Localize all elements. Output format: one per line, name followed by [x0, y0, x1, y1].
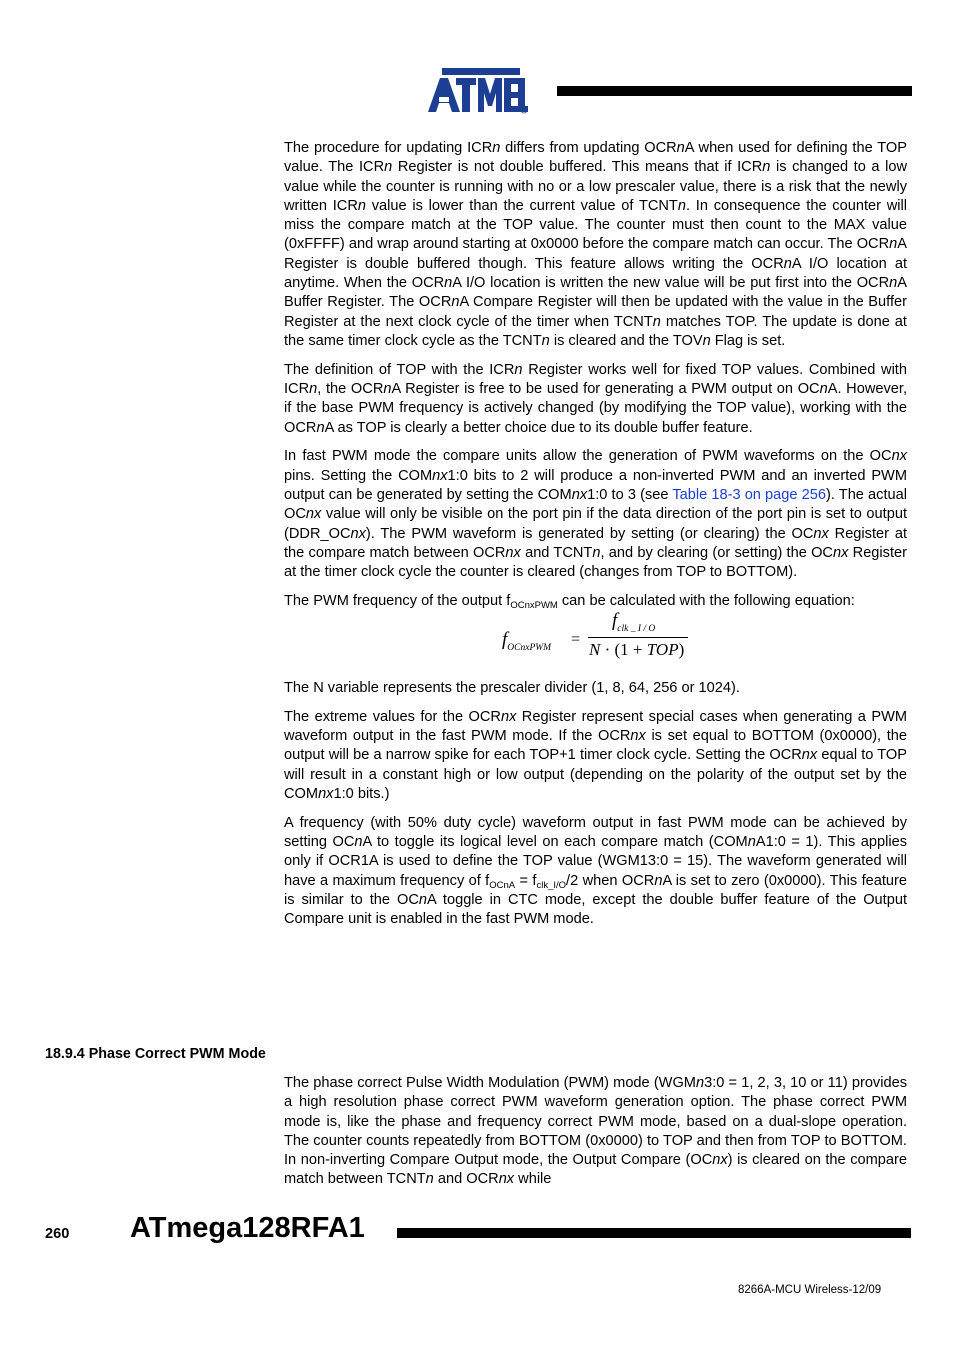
italic-text: n: [357, 197, 366, 214]
italic-text: n: [762, 159, 771, 176]
text-run: A when used for defining the TOP value. The ICR: [284, 140, 907, 176]
paragraph-group-1: [284, 139, 907, 611]
italic-text: nx: [891, 448, 907, 465]
italic-text: n: [783, 255, 792, 272]
footer-rule: [397, 1228, 911, 1238]
body-text: [284, 139, 907, 939]
italic-text: nx: [432, 467, 448, 484]
italic-text: n: [695, 1075, 705, 1091]
text-run: pins. Setting the COM: [284, 467, 433, 484]
text-run: and TCNT: [520, 544, 593, 561]
paragraph-group-2: [284, 679, 907, 930]
text-run: . In consequence the counter will miss the compare match at the TOP value. The counter must then count to the MAX value (0xFFFF) and wrap around starting at 0x0000 before the compare match can occur. The OCR: [284, 197, 908, 253]
italic-text: n: [702, 332, 711, 349]
italic-text: nx: [500, 708, 517, 725]
italic-text: nx: [801, 747, 818, 764]
paragraph: [284, 1074, 907, 1190]
italic-text: nx: [571, 487, 588, 504]
text-run: can be calculated with the following equation:: [557, 593, 855, 610]
italic-text: n: [316, 419, 325, 436]
text-run: A is set to zero (0x0000). This feature is similar to the OC: [284, 872, 908, 908]
paragraph: [284, 139, 907, 351]
italic-text: nx: [305, 506, 322, 523]
document-title: ATmega128RFA1: [130, 1212, 365, 1244]
text-run: The phase correct Pulse Width Modulation (PWM) mode (WGM: [284, 1075, 696, 1091]
italic-text: n: [541, 332, 550, 349]
italic-text: n: [819, 381, 828, 398]
italic-text: n: [451, 294, 460, 311]
italic-text: n: [747, 833, 756, 850]
text-run: A frequency (with 50% duty cycle) waveform output in fast PWM mode can be achieved by setting OC: [284, 814, 907, 850]
text-run: Register is not double buffered. This means that if ICR: [392, 159, 763, 176]
paragraph: [284, 361, 907, 438]
paragraph: [284, 447, 907, 582]
italic-text: nx: [832, 544, 849, 561]
paragraph: [284, 592, 907, 611]
subscript-text: clk_I/O: [536, 879, 567, 891]
text-run: A Buffer Register. The OCR: [284, 275, 907, 311]
italic-text: n: [425, 1171, 434, 1188]
page-number: 260: [45, 1226, 70, 1242]
italic-text: n: [492, 140, 501, 156]
text-run: 3:0 = 1, 2, 3, 10 or 11) provides a high resolution phase correct PWM waveform generation option. The phase correct PWM mode is, like the phase and frequency correct PWM mode, based on a dual-slope operation. The counter counts repeatedly from BOTTOM (0x0000) to TOP and then from TOP to BOTTOM. In non-inverting Compare Output mode, the Output Compare (OC: [284, 1075, 908, 1169]
paragraph-group-3: [284, 1074, 907, 1190]
text-run: , the OCR: [317, 381, 384, 398]
text-run: A Register is free to be used for generating a PWM output on OC: [391, 381, 820, 398]
paragraph: [284, 679, 907, 698]
italic-text: nx: [505, 544, 521, 561]
italic-text: n: [383, 381, 392, 398]
text-run: A Compare Register will then be updated with the value in the Buffer Register at the next clock cycle of the timer when TCNT: [284, 294, 907, 330]
text-run: A I/O location is written the new value will be put first into the OCR: [452, 275, 890, 292]
text-run: ) is cleared on the compare match between TCNT: [284, 1152, 907, 1188]
text-run: A Register is double buffered though. This feature allows writing the OCR: [284, 236, 907, 272]
text-run: ). The actual OC: [284, 487, 907, 523]
italic-text: n: [418, 891, 428, 908]
atmel-logo: [426, 66, 530, 116]
text-run: 1:0 bits to 2 will produce a non-inverted PWM and an inverted PWM output can be generated by setting the COM: [284, 467, 907, 504]
text-run: The N variable represents the prescaler divider (1, 8, 64, 256 or 1024).: [284, 679, 740, 696]
subscript-text: OCnA: [489, 879, 516, 891]
equation-denominator: N · (1 + TOP): [589, 639, 685, 659]
pwm-frequency-equation: [284, 609, 907, 667]
text-run: ). The PWM waveform is generated by setting (or clearing) the OC: [365, 525, 814, 542]
text-run: is cleared and the TOV: [549, 332, 703, 349]
italic-text: n: [889, 236, 898, 253]
text-run: A as TOP is clearly a better choice due to its double buffer feature.: [324, 419, 753, 436]
italic-text: n: [889, 275, 898, 292]
text-run: and OCR: [433, 1171, 499, 1188]
text-run: = f: [515, 872, 537, 889]
text-run: A. However, if the base PWM frequency is actively changed (by modifying the TOP value), working with the OCR: [284, 381, 908, 436]
text-run: 1:0 bits.): [333, 785, 390, 802]
text-run: value is lower than the current value of TCNT: [366, 197, 678, 214]
header-rule: [557, 86, 912, 96]
text-run: Register represent special cases when generating a PWM waveform output in the fast PWM mode. If the OCR: [284, 708, 907, 744]
italic-text: n: [514, 361, 523, 378]
text-run: In fast PWM mode the compare units allow the generation of PWM waveforms on the OC: [284, 448, 892, 465]
text-run: The definition of TOP with the ICR: [284, 361, 515, 378]
equation-lhs: $f_{OCnxPWM}$: [502, 628, 552, 653]
text-run: , and by clearing (or setting) the OC: [600, 544, 833, 561]
text-run: A1:0 = 1). This applies only if OCR1A is used to define the TOP value (WGM13:0 = 15). The waveform generated will have a maximum frequency of f: [284, 833, 907, 889]
equation-numerator: $f_{clk \_ I / O}$: [612, 609, 656, 634]
text-run: Flag is set.: [710, 332, 786, 349]
text-run: value will only be visible on the port pin if the data direction of the port pin is set to output (DDR_OC: [284, 506, 907, 542]
text-run: Register at the timer clock cycle the counter is cleared (changes from TOP to BOTTOM).: [284, 544, 907, 581]
italic-text: n: [354, 833, 363, 850]
italic-text: nx: [498, 1171, 515, 1188]
italic-text: nx: [350, 525, 366, 542]
text-run: /2 when OCR: [566, 872, 655, 889]
section-body-text: [284, 1074, 907, 1199]
text-run: The PWM frequency of the output f: [284, 593, 511, 610]
italic-text: n: [309, 381, 318, 398]
paragraph: [284, 708, 907, 804]
italic-text: n: [676, 140, 685, 156]
text-run: is set equal to BOTTOM (0x0000), the output will be a narrow spike for each TOP+1 timer clock cycle. Setting the OCR: [284, 727, 907, 764]
document-reference: 8266A-MCU Wireless-12/09: [738, 1284, 882, 1296]
italic-text: nx: [630, 727, 646, 744]
italic-text: n: [444, 275, 453, 292]
equation-equals: =: [571, 630, 581, 648]
text-run: A to toggle its logical level on each compare match (COM: [362, 833, 748, 850]
text-run: A toggle in CTC mode, except the double buffer feature of the Output Compare unit is enabled in the fast PWM mode.: [284, 891, 908, 928]
text-run: 1:0 to 3 (see: [587, 487, 673, 504]
text-run: Register works well for fixed TOP values. Combined with ICR: [284, 361, 907, 398]
italic-text: n: [677, 197, 686, 214]
italic-text: n: [652, 313, 661, 330]
italic-text: nx: [813, 525, 829, 542]
text-run: A I/O location at anytime. When the OCR: [284, 255, 907, 292]
italic-text: n: [384, 159, 393, 176]
text-run: Register at the compare match between OCR: [284, 525, 907, 561]
paragraph: [284, 814, 907, 930]
section-heading: 18.9.4 Phase Correct PWM Mode: [45, 1046, 266, 1062]
text-run: differs from updating OCR: [500, 140, 677, 156]
text-run: The procedure for updating ICR: [284, 140, 493, 156]
italic-text: nx: [318, 785, 334, 802]
text-run: while: [514, 1171, 552, 1188]
text-run: is changed to a low value while the counter is running with no or a low prescaler value, there is a risk that the newly written ICR: [284, 159, 907, 214]
italic-text: n: [592, 544, 601, 561]
text-run: The extreme values for the OCR: [284, 708, 501, 725]
fraction-bar: [588, 637, 688, 638]
italic-text: nx: [712, 1152, 728, 1169]
subscript-text: OCnxPWM: [510, 600, 558, 612]
cross-reference-link[interactable]: Table 18-3 on page 256: [672, 487, 826, 504]
text-run: equal to TOP will result in a constant high or low output (depending on the polarity of the output set by the COM: [284, 747, 907, 802]
italic-text: n: [654, 872, 663, 889]
text-run: matches TOP. The update is done at the same timer clock cycle as the TCNT: [284, 313, 907, 349]
